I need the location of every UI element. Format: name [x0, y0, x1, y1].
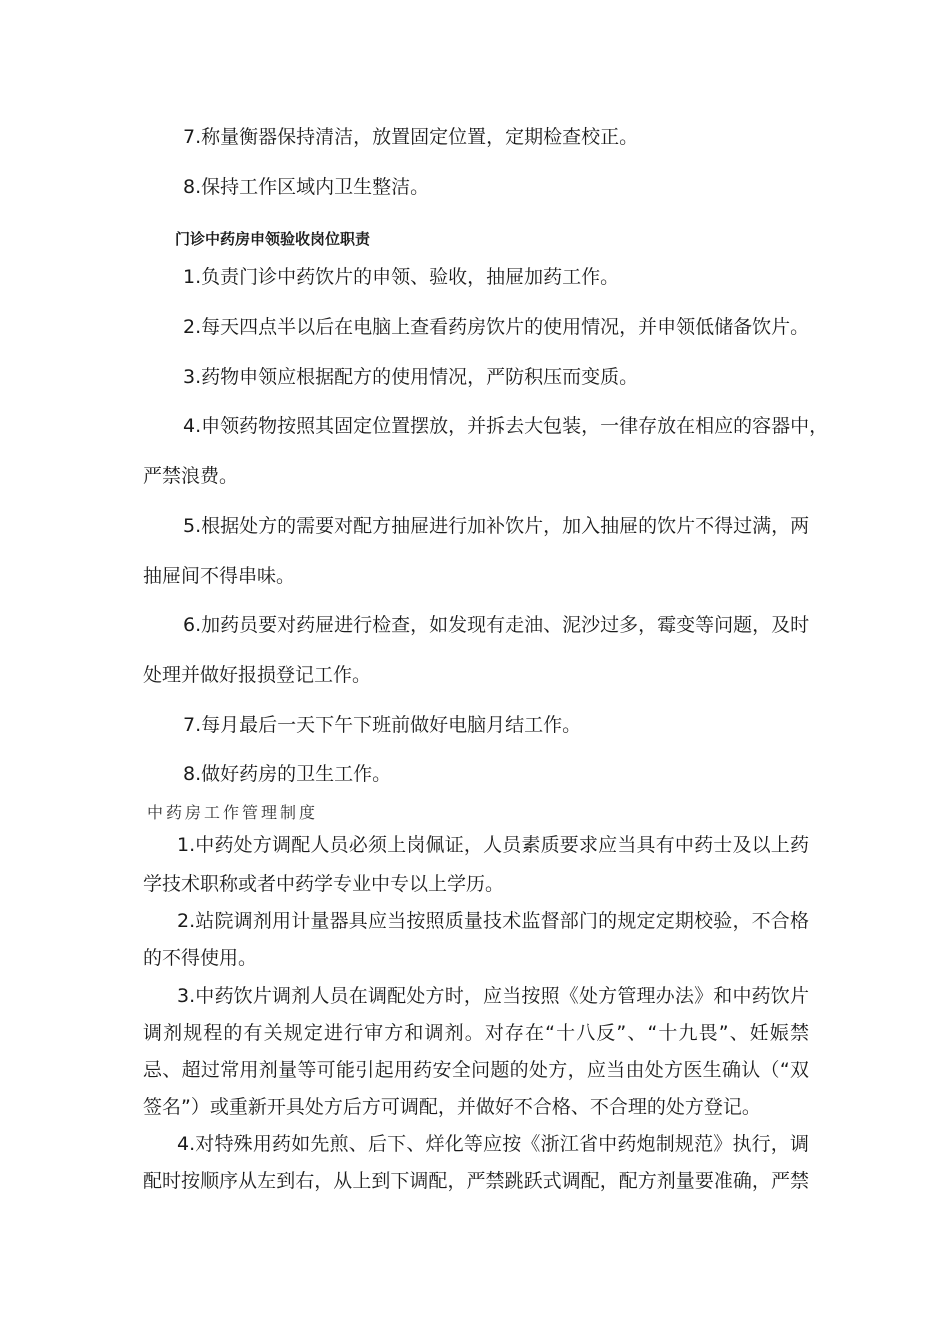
section-heading: 中药房工作管理制度 — [147, 803, 319, 822]
paragraph-continuation: 的不得使用。 — [143, 947, 258, 969]
paragraph: 3.中药饮片调剂人员在调配处方时，应当按照《处方管理办法》和中药饮片 — [177, 985, 809, 1007]
paragraph: 3.药物申领应根据配方的使用情况，严防积压而变质。 — [183, 366, 639, 388]
paragraph-continuation: 学技术职称或者中药学专业中专以上学历。 — [143, 873, 505, 895]
paragraph: 5.根据处方的需要对配方抽屉进行加补饮片，加入抽屉的饮片不得过满，两 — [183, 515, 810, 537]
section-heading: 门诊中药房申领验收岗位职责 — [175, 230, 371, 248]
paragraph-continuation: 调剂规程的有关规定进行审方和调剂。对存在“十八反”、“十九畏”、妊娠禁 — [143, 1022, 809, 1044]
paragraph-continuation: 严禁浪费。 — [143, 465, 239, 487]
paragraph: 4.申领药物按照其固定位置摆放，并拆去大包装，一律存放在相应的容器中， — [183, 415, 829, 437]
paragraph: 1.负责门诊中药饮片的申领、验收，抽屉加药工作。 — [183, 266, 620, 288]
paragraph: 8.做好药房的卫生工作。 — [183, 763, 392, 785]
paragraph-continuation: 处理并做好报损登记工作。 — [143, 664, 372, 686]
paragraph-continuation: 配时按顺序从左到右，从上到下调配，严禁跳跃式调配，配方剂量要准确，严禁 — [143, 1170, 809, 1192]
paragraph: 8.保持工作区域内卫生整洁。 — [183, 176, 430, 198]
paragraph: 7.称量衡器保持清洁，放置固定位置，定期检查校正。 — [183, 126, 639, 148]
paragraph: 7.每月最后一天下午下班前做好电脑月结工作。 — [183, 714, 582, 736]
paragraph: 6.加药员要对药屉进行检查，如发现有走油、泥沙过多，霉变等问题，及时 — [183, 614, 810, 636]
paragraph: 2.站院调剂用计量器具应当按照质量技术监督部门的规定定期校验，不合格 — [177, 910, 809, 932]
paragraph: 1.中药处方调配人员必须上岗佩证，人员素质要求应当具有中药士及以上药 — [177, 834, 809, 856]
paragraph: 2.每天四点半以后在电脑上查看药房饮片的使用情况，并申领低储备饮片。 — [183, 316, 810, 338]
paragraph-continuation: 抽屉间不得串味。 — [143, 565, 296, 587]
paragraph-continuation: 忌、超过常用剂量等可能引起用药安全问题的处方，应当由处方医生确认（“双 — [143, 1059, 809, 1081]
paragraph: 4.对特殊用药如先煎、后下、烊化等应按《浙江省中药炮制规范》执行，调 — [177, 1133, 809, 1155]
paragraph-continuation: 签名”）或重新开具处方后方可调配，并做好不合格、不合理的处方登记。 — [143, 1096, 761, 1118]
